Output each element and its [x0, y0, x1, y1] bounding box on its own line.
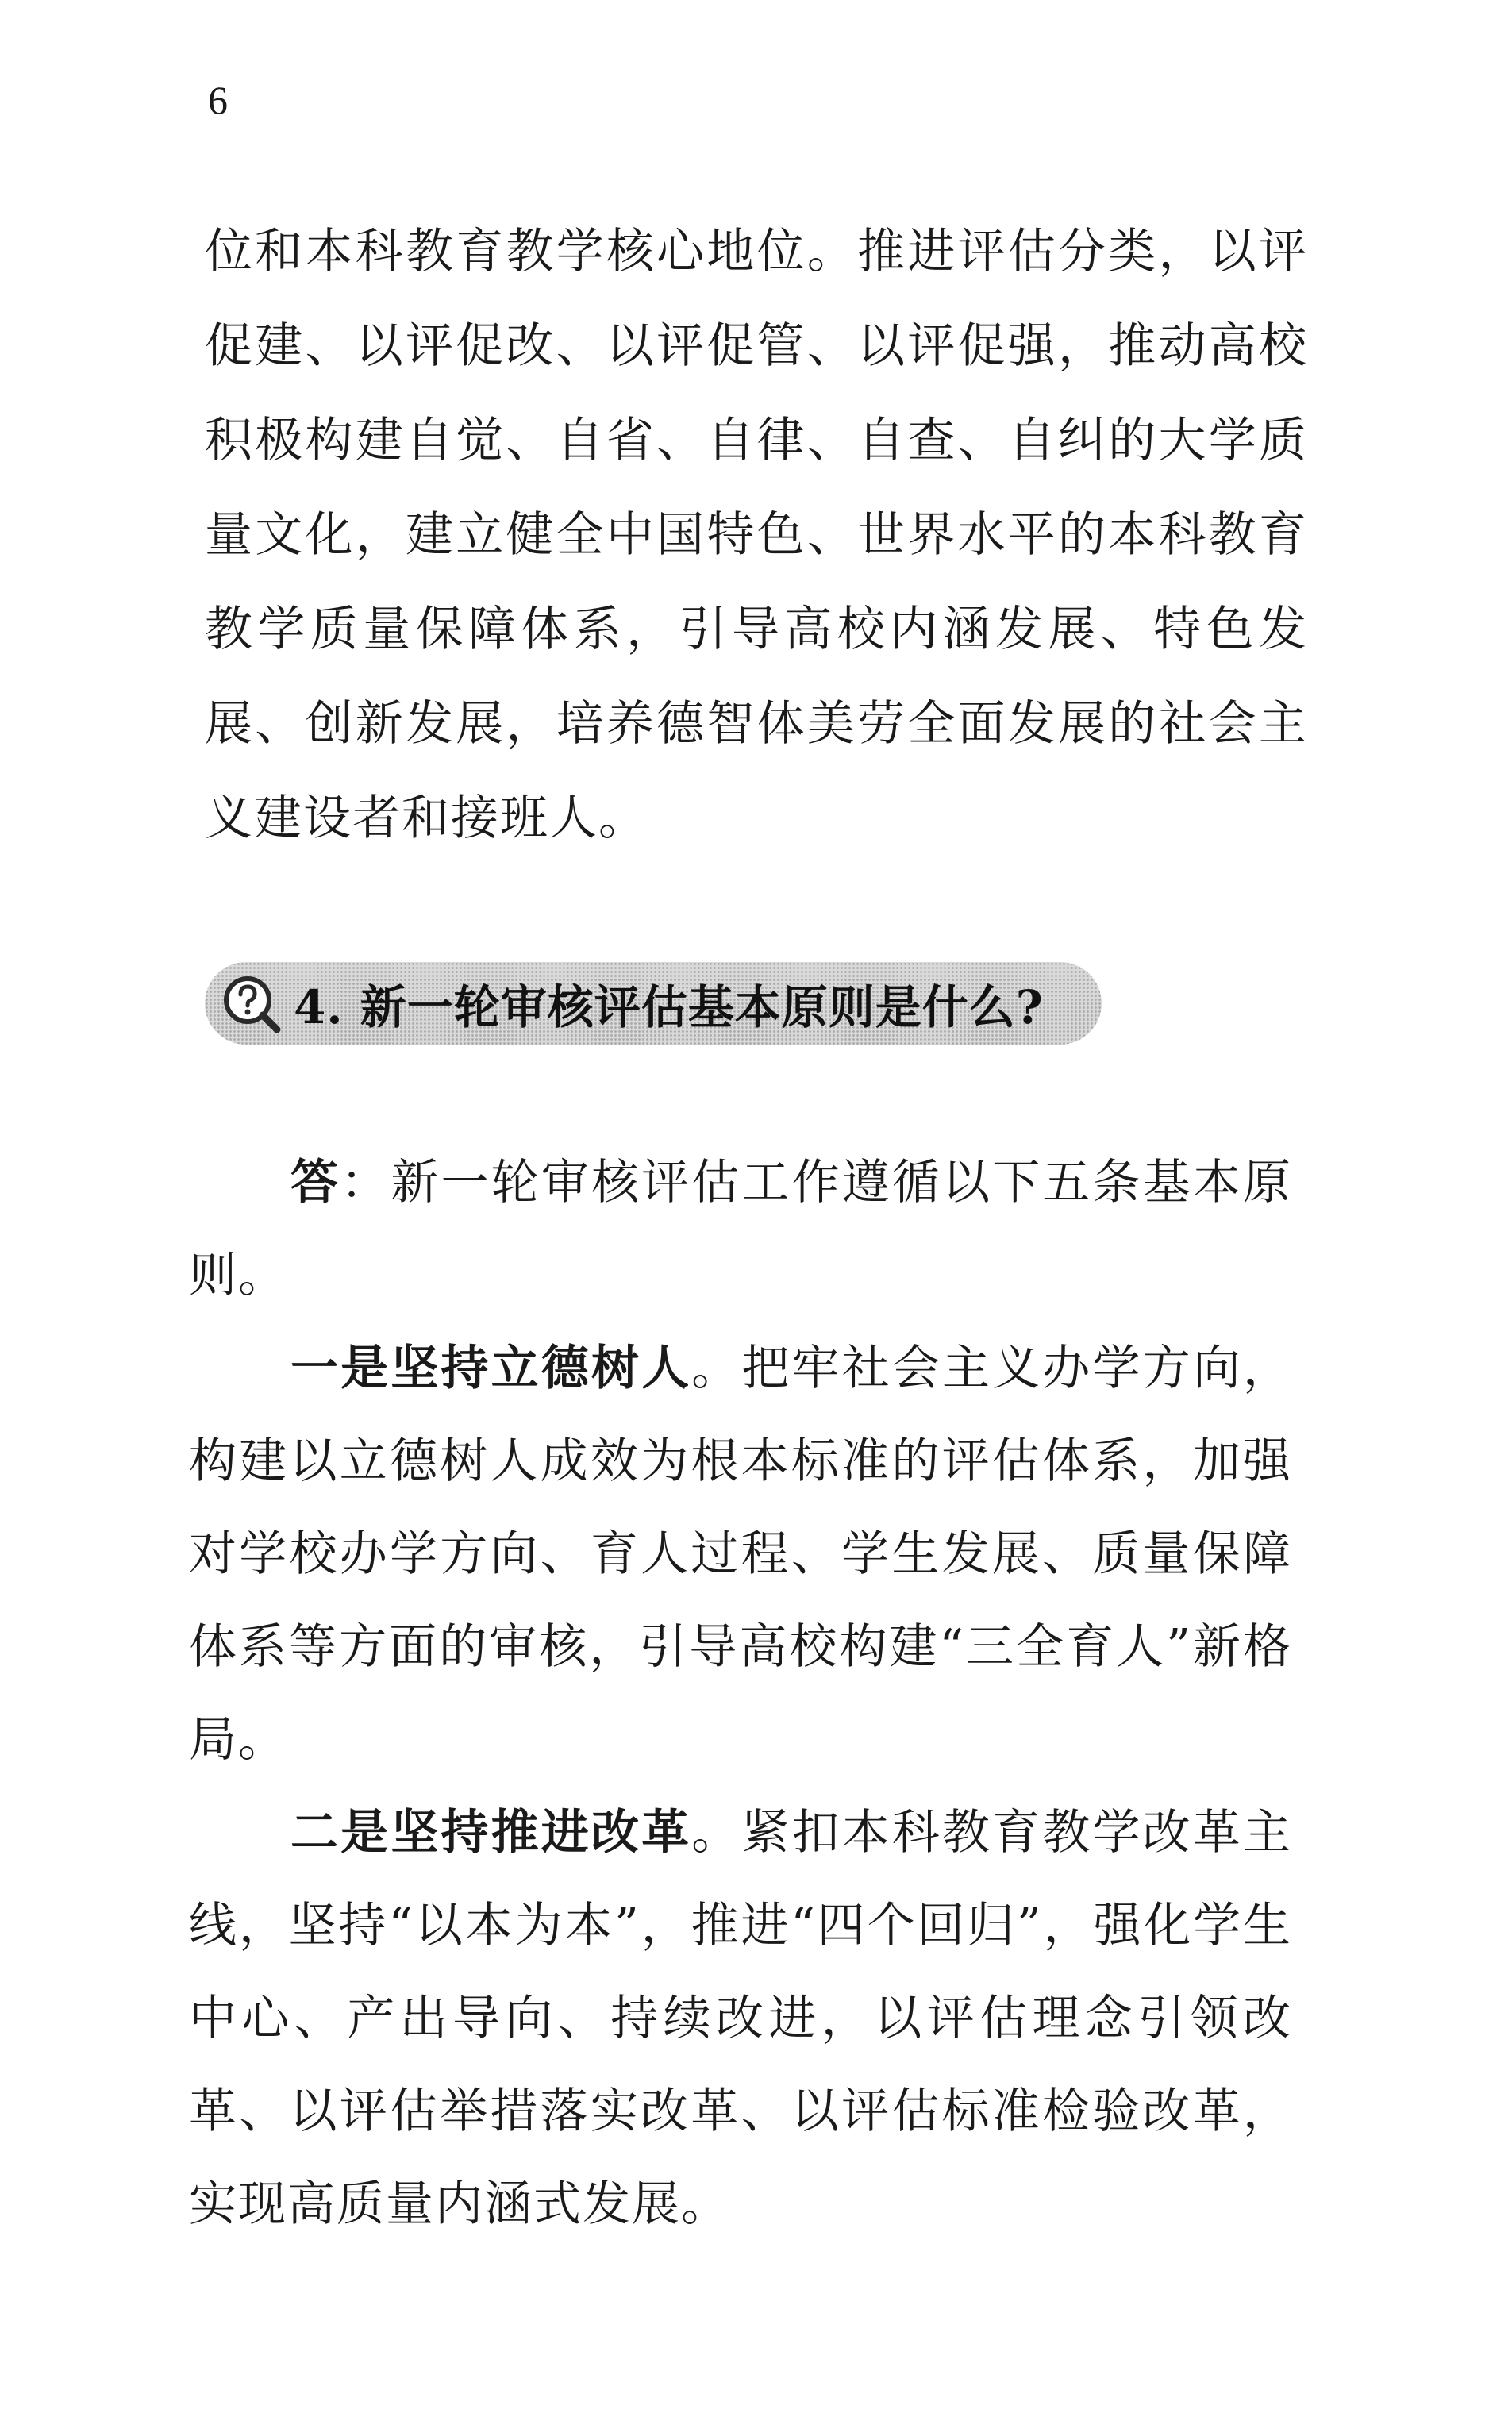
- principle-paragraph-2: [189, 1787, 1292, 2251]
- page-number: 6: [208, 78, 228, 122]
- answer-section: [189, 1137, 1292, 2251]
- answer-label: 答: [290, 1155, 341, 1210]
- principle-lead-2: 二是坚持推进改革: [290, 1805, 692, 1861]
- question-magnifier-icon: [219, 972, 283, 1035]
- principle-text-2: 。紧扣本科教育教学改革主线，坚持“以本为本”，推进“四个回归”，强化学生中心、产出导向、持续改进，以评估理念引领改革、以评估举措落实改革、以评估标准检验改革，实现高质量内涵式发展。: [189, 1805, 1293, 2232]
- intro-paragraph: 位和本科教育教学核心地位。推进评估分类，以评促建、以评促改、以评促管、以评促强，推动高校积极构建自觉、自省、自律、自查、自纠的大学质量文化，建立健全中国特色、世界水平的本科教育教学质量保障体系，引导高校内涵发展、特色发展、创新发展，培养德智体美劳全面发展的社会主义建设者和接班人。: [205, 224, 1308, 846]
- principle-lead-1: 一是坚持立德树人: [290, 1341, 692, 1396]
- principle-text-1: 。把牢社会主义办学方向，构建以立德树人成效为根本标准的评估体系，加强对学校办学方向、育人过程、学生发展、质量保障体系等方面的审核，引导高校构建“三全育人”新格局。: [189, 1341, 1293, 1768]
- answer-intro-text: ：新一轮审核评估工作遵循以下五条基本原则。: [189, 1155, 1293, 1303]
- principle-paragraph-1: [189, 1322, 1292, 1787]
- question-title: 4. 新一轮审核评估基本原则是什么?: [294, 980, 1044, 1034]
- answer-intro-paragraph: [189, 1137, 1292, 1322]
- question-heading: [205, 962, 1102, 1045]
